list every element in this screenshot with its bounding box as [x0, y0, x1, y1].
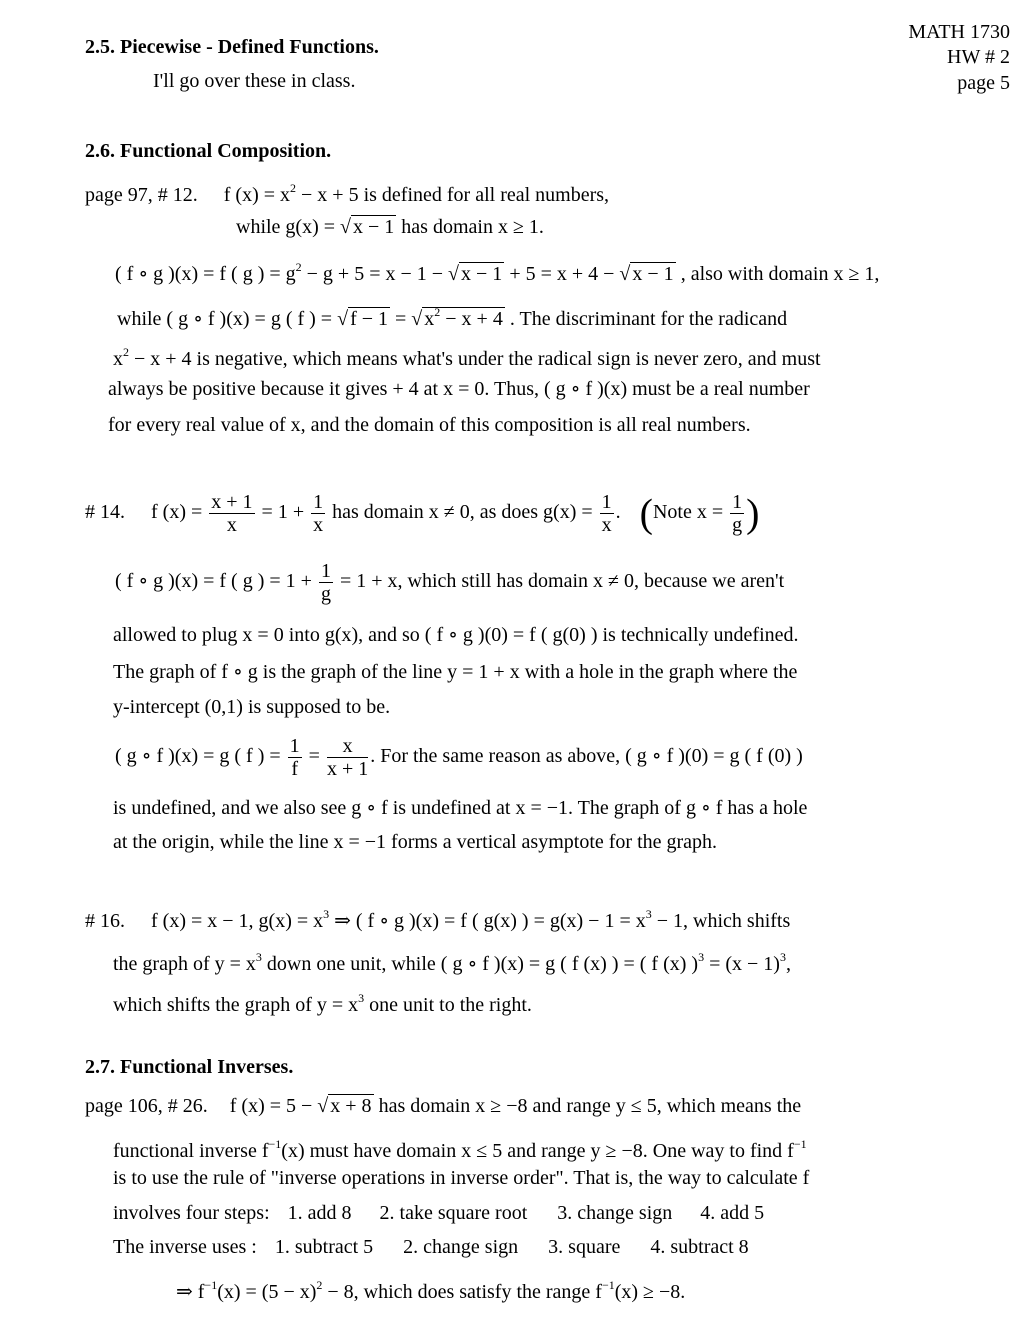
problem-14-line-7: is undefined, and we also see g ∘ f is undefined at x = −1. The graph of g ∘ f has a hole [113, 797, 808, 819]
fraction: $\frac{1}{g}$ [320, 559, 331, 605]
section-2-7-heading: 2.7. Functional Inverses. [85, 1056, 294, 1078]
problem-12-line-6: always be positive because it gives + 4 at x = 0. Thus, ( g ∘ f )(x) must be a real number [108, 378, 810, 400]
fraction: $\frac{1}{g}$ [732, 490, 743, 536]
fraction: $\frac{1}{f}$ [289, 734, 300, 780]
problem-12-line-2: while g(x) = √ x − 1 has domain x ≥ 1. [236, 216, 544, 238]
problem-26-line-6: ⇒ $f^{-1}(x) = (5 - x)^2 - 8$, which does satisfy the range $f^{-1}(x) \ge -8$. [176, 1278, 686, 1303]
problem-16-line-3: which shifts the graph of $y = x^3$ one unit to the right. [113, 991, 532, 1016]
section-2-5-heading: 2.5. Piecewise - Defined Functions. [85, 36, 379, 58]
problem-26-line-3: is to use the rule of "inverse operations in inverse order". That is, the way to calculate f [113, 1167, 810, 1189]
problem-12-line-1: page 97, # 12. f $(x) = x^2 - x + 5$ is defined for all real numbers, [85, 181, 610, 206]
problem-14-line-1: # 14. f (x) = $\frac{x + 1}{x}$ = 1 + $\frac{1}{x}$ has domain x ≠ 0, as does g(x) = $\frac{1}{x}$ . (Note x = $\frac{1}{g}$ ) [85, 490, 760, 536]
homework-label: HW # 2 [947, 46, 1010, 68]
problem-26-line-5: The inverse uses : 1. subtract 5 2. change sign 3. square 4. subtract 8 [113, 1236, 749, 1258]
problem-14-line-2: ( f ∘ g )(x) = f ( g ) = 1 + $\frac{1}{g}$ = 1 + x, which still has domain x ≠ 0, because we aren't [115, 559, 785, 605]
problem-14-line-6: ( g ∘ f )(x) = g ( f ) = $\frac{1}{f}$ = $\frac{x}{x + 1}$ . For the same reason as above, ( g ∘ f )(0) = g ( f (0) ) [115, 734, 803, 780]
problem-12-line-5: $x^2 - x + 4$ is negative, which means what's under the radical sign is never zero, and must [113, 345, 821, 370]
problem-14-line-4: The graph of f ∘ g is the graph of the line y = 1 + x with a hole in the graph where the [113, 661, 798, 683]
problem-26-line-4: involves four steps: 1. add 8 2. take square root 3. change sign 4. add 5 [113, 1202, 765, 1224]
problem-12-line-4: while ( g ∘ f )(x) = g ( f ) = √ f − 1 = √ $x^2 - x + 4$ . The discriminant for the radicand [117, 305, 788, 330]
problem-12-line-3: ( f ∘ g )(x) = f ( g ) = $g^2 - g + 5 = x - 1$ − √ x − 1 + 5 = x + 4 − √ x − 1 , also with domain x ≥ 1, [115, 260, 880, 285]
fraction: $\frac{1}{x}$ [601, 490, 612, 536]
section-2-5-note: I'll go over these in class. [153, 70, 356, 92]
problem-26-line-2: functional inverse $f^{-1}(x)$ must have domain x ≤ 5 and range y ≥ −8. One way to find $f^{-1}$ [113, 1137, 807, 1162]
fraction: $\frac{x + 1}{x}$ [211, 490, 253, 536]
problem-16-line-1: # 16. f (x) = x − 1, $g(x) = x^3$ ⇒ ( f ∘ g )(x) = f ( g(x) ) = $g(x) - 1 = x^3 - 1$, which shifts [85, 907, 791, 932]
course-label: MATH 1730 [908, 21, 1010, 43]
problem-16-line-2: the graph of $y = x^3$ down one unit, while ( g ∘ f )(x) = g ( f (x) ) = ( f (x) )$^3 = (x - 1)^3$, [113, 950, 791, 975]
problem-14-line-5: y-intercept (0,1) is supposed to be. [113, 696, 391, 718]
page-number: page 5 [957, 72, 1010, 94]
fraction: $\frac{1}{x}$ [313, 490, 324, 536]
section-2-6-heading: 2.6. Functional Composition. [85, 140, 332, 162]
problem-14-line-8: at the origin, while the line x = −1 forms a vertical asymptote for the graph. [113, 831, 718, 853]
problem-12-line-7: for every real value of x, and the domain of this composition is all real numbers. [108, 414, 751, 436]
problem-26-line-1: page 106, # 26. f (x) = 5 − √ x + 8 has domain x ≥ −8 and range y ≤ 5, which means the [85, 1095, 802, 1117]
fraction: $\frac{x}{x + 1}$ [326, 734, 369, 780]
problem-14-line-3: allowed to plug x = 0 into g(x), and so ( f ∘ g )(0) = f ( g(0) ) is technically undefined. [113, 624, 799, 646]
